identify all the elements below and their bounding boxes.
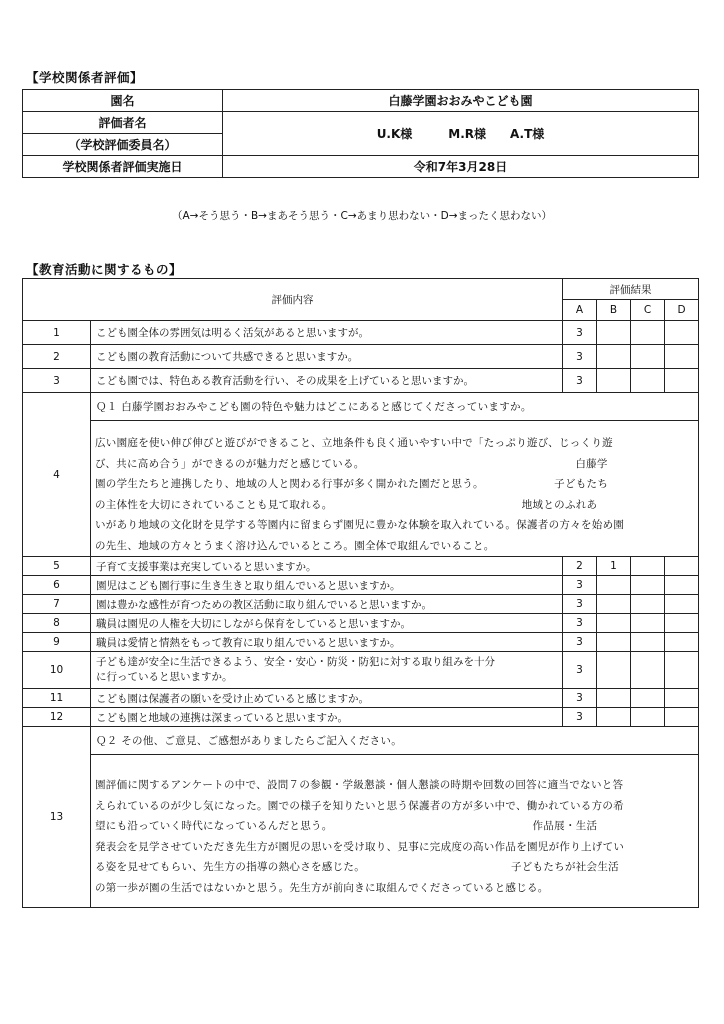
grade-c-cell	[631, 369, 665, 393]
q2-row	[23, 727, 699, 908]
q2-answer-line: 望にも沿っていく時代になっているんだと思う。 作品展・生活	[95, 820, 598, 832]
item-number: 12	[23, 708, 91, 727]
item-number: 3	[23, 369, 91, 393]
item-number: 11	[23, 689, 91, 708]
grade-a-cell: 3	[563, 576, 597, 595]
grade-d-cell	[665, 369, 699, 393]
grade-c-cell	[631, 345, 665, 369]
q2-answer-line: えられているのが少し気になった。園での様子を知りたいと思う保護者の方が多い中で、働かれている方の希	[95, 799, 624, 812]
grade-d-cell	[665, 557, 699, 576]
grade-c-cell	[631, 557, 665, 576]
name-label: 園名	[23, 90, 223, 112]
item-number: 2	[23, 345, 91, 369]
info-row-evaluator	[23, 112, 699, 134]
item-question: 子育て支援事業は充実していると思いますか。	[91, 557, 563, 576]
grade-b-cell	[597, 576, 631, 595]
school-evaluation-title: 【学校関係者評価】	[26, 70, 144, 85]
school-info-table	[22, 89, 699, 178]
q1-cell	[91, 393, 699, 557]
table-row	[23, 576, 699, 595]
grade-b-cell	[597, 369, 631, 393]
grade-a-cell: 3	[563, 321, 597, 345]
grade-d-cell	[665, 595, 699, 614]
header-row-top	[23, 279, 699, 300]
evaluator-label: 評価者名	[23, 112, 223, 134]
table-row	[23, 369, 699, 393]
item-number: 10	[23, 652, 91, 689]
item-question: こども園は保護者の願いを受け止めていると感じますか。	[91, 689, 563, 708]
item-question: こども園の教育活動について共感できると思いますか。	[91, 345, 563, 369]
q2-answer-line: 園評価に関するアンケートの中で、設問７の参観・学級懇談・個人懇談の時期や回数の回答に適当でないと答	[95, 779, 624, 791]
q1-answer-line: の主体性を大切にされていることも見て取れる。 地域とのふれあ	[95, 498, 598, 511]
content-header: 評価内容	[23, 279, 563, 321]
grade-d-cell	[665, 633, 699, 652]
item-question: 職員は園児の人権を大切にしながら保育をしていると思いますか。	[91, 614, 563, 633]
item-number: 13	[23, 727, 91, 908]
grade-c-cell	[631, 652, 665, 689]
grade-d-cell	[665, 689, 699, 708]
evaluation-table	[22, 278, 699, 908]
q2-answer	[91, 755, 698, 898]
evaluator-value: U.K様 M.R様 A.T様	[223, 112, 699, 156]
date-value: 令和7年3月28日	[223, 156, 699, 178]
q1-answer-line: 園の学生たちと連携したり、地域の人と関わる行事が多く開かれた園だと思う。 子どもたち	[95, 478, 609, 490]
item-number: 8	[23, 614, 91, 633]
grade-b-cell	[597, 652, 631, 689]
grade-c-cell	[631, 321, 665, 345]
grade-c-header: C	[631, 300, 665, 321]
grade-a-cell: 3	[563, 708, 597, 727]
date-label: 学校関係者評価実施日	[23, 156, 223, 178]
grade-a-cell: 3	[563, 652, 597, 689]
table-row	[23, 689, 699, 708]
grade-b-cell	[597, 689, 631, 708]
grade-c-cell	[631, 595, 665, 614]
q2-question: Ｑ２ その他、ご意見、ご感想がありましたらご記入ください。	[96, 735, 403, 747]
item-question: こども園と地域の連携は深まっていると思いますか。	[91, 708, 563, 727]
grade-c-cell	[631, 708, 665, 727]
table-row	[23, 708, 699, 727]
q1-question: Ｑ１ 白藤学園おおみやこども園の特色や魅力はどこにあると感じてくださっていますか。	[96, 401, 532, 413]
item-number: 4	[23, 393, 91, 557]
item-question-line: に行っていると思いますか。	[96, 671, 233, 683]
q1-answer-line: び、共に高め合う」ができるのが魅力だと感じている。 白藤学	[95, 457, 608, 470]
table-row	[23, 321, 699, 345]
grade-b-cell	[597, 614, 631, 633]
grade-b-header: B	[597, 300, 631, 321]
table-row	[23, 614, 699, 633]
q2-answer-line: る姿を見せてもらい、先生方の指導の熱心さを感じた。 子どもたちが社会生活	[95, 861, 619, 873]
info-row-name	[23, 90, 699, 112]
q2-cell	[91, 727, 699, 908]
grade-b-cell: 1	[597, 557, 631, 576]
grade-d-cell	[665, 345, 699, 369]
grade-c-cell	[631, 689, 665, 708]
grade-b-cell	[597, 633, 631, 652]
grade-legend: （A→そう思う・B→まあそう思う・C→あまり思わない・D→まったく思わない）	[172, 210, 552, 222]
grade-d-cell	[665, 652, 699, 689]
q1-row	[23, 393, 699, 557]
item-number: 5	[23, 557, 91, 576]
evaluator-sublabel: （学校評価委員名）	[23, 134, 223, 156]
table-row	[23, 595, 699, 614]
grade-b-cell	[597, 321, 631, 345]
item-question: こども園全体の雰囲気は明るく活気があると思いますが。	[91, 321, 563, 345]
grade-a-cell: 3	[563, 689, 597, 708]
grade-d-header: D	[665, 300, 699, 321]
q1-answer	[91, 421, 698, 556]
item-question: 園児はこども園行事に生き生きと取り組んでいると思いますか。	[91, 576, 563, 595]
grade-a-header: A	[563, 300, 597, 321]
grade-c-cell	[631, 614, 665, 633]
grade-d-cell	[665, 708, 699, 727]
q2-answer-line: の第一歩が園の生活ではないかと思う。先生方が前向きに取組んでくださっていると感じる。	[95, 881, 549, 894]
grade-a-cell: 2	[563, 557, 597, 576]
item-question: 園は豊かな感性が育つための教区活動に取り組んでいると思いますか。	[91, 595, 563, 614]
education-activities-title: 【教育活動に関するもの】	[26, 262, 183, 277]
item-question: こども園では、特色ある教育活動を行い、その成果を上げていると思いますか。	[91, 369, 563, 393]
grade-a-cell: 3	[563, 595, 597, 614]
item-number: 7	[23, 595, 91, 614]
grade-b-cell	[597, 345, 631, 369]
table-row	[23, 557, 699, 576]
item-question: 職員は愛情と情熱をもって教育に取り組んでいると思いますか。	[91, 633, 563, 652]
grade-c-cell	[631, 576, 665, 595]
grade-d-cell	[665, 321, 699, 345]
q1-answer-line: の先生、地域の方々とうまく溶け込んでいるところ。園全体で取組んでいること。	[95, 539, 495, 552]
q1-answer-line: いがあり地域の文化財を見学する等園内に留まらず園児に豊かな体験を取入れている。保護者の方々を始め園	[95, 519, 625, 531]
info-row-date	[23, 156, 699, 178]
grade-b-cell	[597, 708, 631, 727]
grade-d-cell	[665, 614, 699, 633]
grade-a-cell: 3	[563, 633, 597, 652]
name-value: 白藤学園おおみやこども園	[223, 90, 699, 112]
grade-a-cell: 3	[563, 614, 597, 633]
grade-b-cell	[597, 595, 631, 614]
table-row	[23, 633, 699, 652]
q2-answer-line: 発表会を見学させていただき先生方が園児の思いを受け取り、見事に完成度の高い作品を園児が作り上げてい	[95, 840, 625, 853]
item-question	[91, 652, 563, 689]
grade-a-cell: 3	[563, 345, 597, 369]
item-number: 6	[23, 576, 91, 595]
grade-a-cell: 3	[563, 369, 597, 393]
grade-d-cell	[665, 576, 699, 595]
item-number: 9	[23, 633, 91, 652]
result-header: 評価結果	[563, 279, 699, 300]
item-question-line: 子ども達が安全に生活できるよう、安全・安心・防災・防犯に対する取り組みを十分	[96, 656, 495, 668]
item-number: 1	[23, 321, 91, 345]
q1-answer-line: 広い園庭を使い伸び伸びと遊びができること、立地条件も良く通いやすい中で「たっぷり遊び、じっくり遊	[95, 437, 613, 449]
grade-c-cell	[631, 633, 665, 652]
table-row	[23, 345, 699, 369]
table-row	[23, 652, 699, 689]
